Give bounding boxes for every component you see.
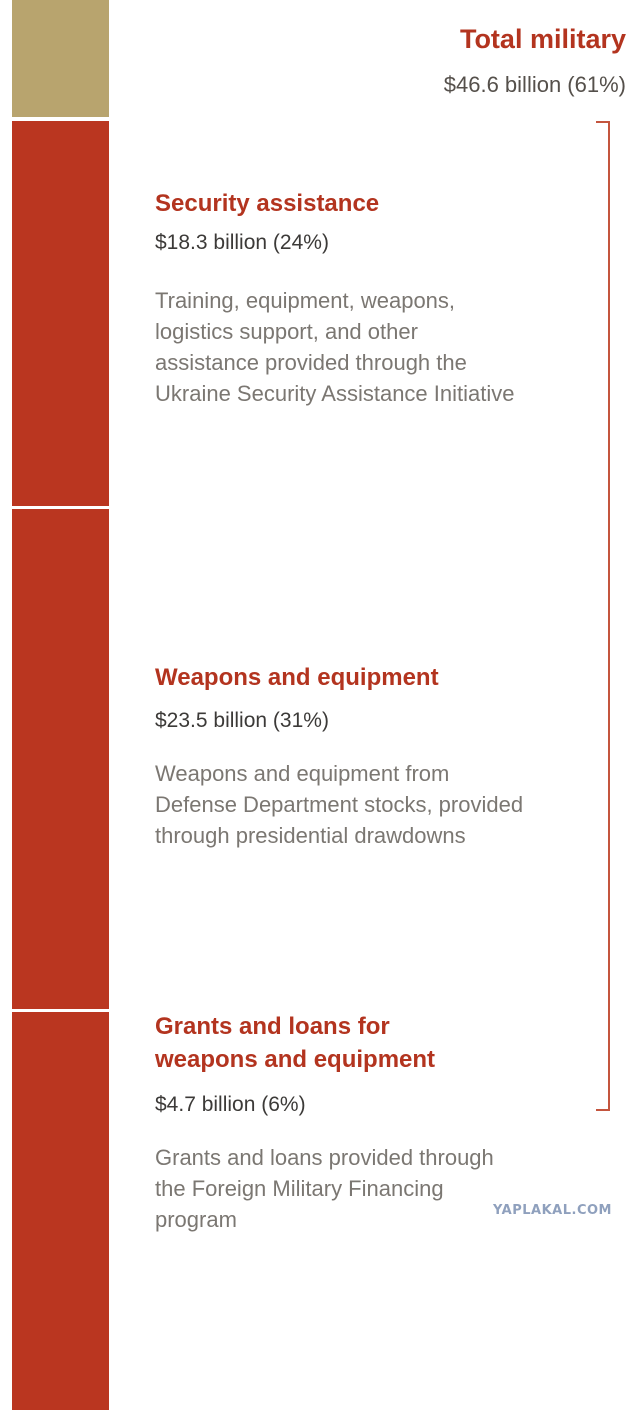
grants-and-loans-title: Grants and loans for weapons and equipment — [155, 1013, 436, 1073]
bar-segment-other — [12, 0, 109, 117]
security-assistance-title: Security assistance — [155, 190, 380, 217]
bar-segment-weapons-and-equipment — [12, 509, 109, 1009]
total-military-value: $46.6 billion (61%) — [443, 72, 626, 97]
weapons-and-equipment-description: Weapons and equipment from Defense Department stocks, provided through presidential drawdowns — [155, 761, 524, 848]
weapons-and-equipment-value: $23.5 billion (31%) — [155, 709, 329, 732]
security-assistance-value: $18.3 billion (24%) — [155, 231, 329, 254]
grants-and-loans-value: $4.7 billion (6%) — [155, 1093, 306, 1116]
total-military-bracket — [596, 121, 610, 1111]
bar-segment-security-assistance — [12, 121, 109, 506]
total-military-title: Total military — [459, 24, 626, 54]
weapons-and-equipment-title: Weapons and equipment — [155, 664, 439, 691]
grants-and-loans-description: Grants and loans provided through the Foreign Military Financing program — [155, 1145, 494, 1232]
bar-segment-grants-and-loans — [12, 1012, 109, 1410]
watermark: YAPLAKAL.COM — [493, 1203, 612, 1218]
security-assistance-description: Training, equipment, weapons, logistics support, and other assistance provided through the Ukraine Security Assistance Initiative — [155, 288, 515, 406]
